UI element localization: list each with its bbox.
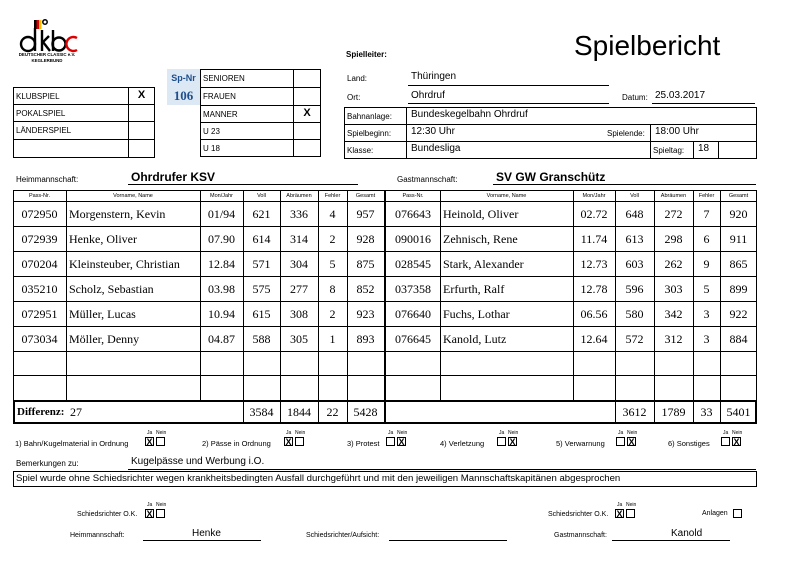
land-label: Land: bbox=[347, 74, 368, 83]
guest-pass-cell: 076645 bbox=[395, 331, 431, 346]
schiri-ok-label: Schiedsrichter O.K. bbox=[548, 511, 609, 518]
guest-voll-cell: 572 bbox=[625, 331, 644, 346]
guest-gesamt-cell: 920 bbox=[729, 206, 748, 221]
col-header-fehler: Fehler bbox=[324, 192, 341, 199]
differenz-value: 27 bbox=[70, 405, 82, 419]
guest-name-cell: Stark, Alexander bbox=[443, 256, 524, 271]
home-pass-cell: 072951 bbox=[21, 306, 58, 321]
home-gesamt-cell: 957 bbox=[356, 206, 375, 221]
guest-gesamt-cell: 884 bbox=[729, 331, 748, 346]
anlagen-checkbox[interactable] bbox=[733, 509, 742, 518]
spielende-value: 18:00 Uhr bbox=[655, 126, 699, 137]
guest-name-cell: Zehnisch, Rene bbox=[443, 231, 518, 246]
type-pokalspiel: POKALSPIEL bbox=[16, 109, 66, 118]
schiri-ok-nein-checkbox[interactable] bbox=[626, 509, 635, 518]
land-value: Thüringen bbox=[411, 71, 457, 82]
ort-value: Ohrdruf bbox=[411, 90, 445, 101]
schiri-ok-nein-checkbox[interactable] bbox=[156, 509, 165, 518]
bahnanlage-value: Bundeskegelbahn Ohrdruf bbox=[411, 109, 528, 120]
home-pass-cell: 073034 bbox=[21, 331, 58, 346]
home-mon-cell: 04.87 bbox=[208, 331, 235, 346]
check-label: 6) Sonstiges bbox=[668, 439, 710, 448]
home-name-cell: Möller, Denny bbox=[69, 331, 140, 346]
guest-abr-cell: 298 bbox=[664, 231, 683, 246]
category-frauen: FRAUEN bbox=[203, 92, 236, 101]
category-manner: MANNER bbox=[203, 110, 238, 119]
home-mon-cell: 07.90 bbox=[208, 231, 235, 246]
nein-label: Nein bbox=[156, 430, 167, 436]
ja-label: Ja bbox=[618, 430, 624, 436]
guest-voll-cell: 580 bbox=[625, 306, 644, 321]
home-fehler-cell: 1 bbox=[329, 331, 336, 346]
spnr-value: 106 bbox=[167, 87, 200, 105]
type-mark: X bbox=[137, 89, 146, 101]
col-header-gesamt-guest: Gesamt bbox=[728, 192, 749, 199]
col-header-fehler-guest: Fehler bbox=[698, 192, 715, 199]
home-gesamt-cell: 875 bbox=[356, 256, 375, 271]
bemerkungen-label: Bemerkungen zu: bbox=[16, 459, 79, 468]
nein-label: Nein bbox=[626, 502, 637, 508]
home-abr-cell: 304 bbox=[290, 256, 308, 271]
home-name-cell: Scholz, Sebastian bbox=[69, 281, 154, 296]
home-pass-cell: 072950 bbox=[21, 206, 58, 221]
ja-label: Ja bbox=[147, 430, 153, 436]
home-name-cell: Kleinsteuber, Christian bbox=[69, 256, 180, 271]
col-header-abr: Abräumen bbox=[286, 192, 312, 199]
ja-label: Ja bbox=[617, 502, 623, 508]
nein-label: Nein bbox=[627, 430, 638, 436]
home-abr-cell: 305 bbox=[290, 331, 308, 346]
category-u23: U 23 bbox=[203, 127, 220, 136]
guest-total-voll: 3612 bbox=[622, 404, 647, 419]
guest-mon-cell: 02.72 bbox=[580, 206, 608, 221]
home-abr-cell: 308 bbox=[290, 306, 308, 321]
guest-pass-cell: 076643 bbox=[395, 206, 431, 221]
guest-gesamt-cell: 899 bbox=[729, 281, 748, 296]
type-klubspiel: KLUBSPIEL bbox=[16, 92, 60, 101]
check-nein-checkbox[interactable]: X bbox=[733, 437, 740, 447]
heim-team: Ohrdrufer KSV bbox=[131, 170, 216, 184]
check-label: 1) Bahn/Kugelmaterial in Ordnung bbox=[15, 439, 129, 448]
home-gesamt-cell: 923 bbox=[356, 306, 375, 321]
check-label: 4) Verletzung bbox=[440, 439, 485, 448]
check-label: 2) Pässe in Ordnung bbox=[202, 439, 271, 448]
page-title: Spielbericht bbox=[574, 30, 721, 61]
check-ja-checkbox[interactable]: X bbox=[285, 437, 292, 447]
home-name-cell: Henke, Oliver bbox=[69, 231, 137, 246]
home-total-voll: 3584 bbox=[249, 404, 274, 419]
nein-label: Nein bbox=[732, 430, 743, 436]
home-voll-cell: 614 bbox=[252, 231, 271, 246]
datum-value: 25.03.2017 bbox=[655, 90, 706, 101]
home-fehler-cell: 8 bbox=[329, 281, 336, 296]
klasse-value: Bundesliga bbox=[411, 143, 461, 154]
guest-fehler-cell: 7 bbox=[703, 206, 710, 221]
home-gesamt-cell: 893 bbox=[356, 331, 375, 346]
col-header-mon-guest: Mon/Jahr bbox=[582, 192, 606, 199]
col-header-voll-guest: Voll bbox=[630, 192, 639, 199]
differenz-label: Differenz: bbox=[17, 406, 65, 418]
sig-schiri-label: Schiedsrichter/Aufsicht: bbox=[306, 532, 380, 539]
guest-pass-cell: 028545 bbox=[395, 256, 431, 271]
guest-mon-cell: 12.73 bbox=[580, 256, 608, 271]
home-gesamt-cell: 852 bbox=[356, 281, 375, 296]
col-header-mon: Mon/Jahr bbox=[210, 192, 233, 199]
spielbeginn-label: Spielbeginn: bbox=[347, 129, 392, 138]
ja-label: Ja bbox=[147, 502, 153, 508]
guest-abr-cell: 312 bbox=[664, 331, 683, 346]
guest-total-abr: 1789 bbox=[661, 404, 686, 419]
check-ja-checkbox[interactable] bbox=[497, 437, 506, 446]
guest-name-cell: Heinold, Oliver bbox=[443, 206, 519, 221]
home-total-fehler: 22 bbox=[326, 404, 339, 419]
home-total-gesamt: 5428 bbox=[353, 404, 378, 419]
spnr-label: Sp-Nr bbox=[167, 69, 200, 87]
category-mark: X bbox=[303, 107, 311, 119]
home-voll-cell: 571 bbox=[252, 256, 271, 271]
check-nein-checkbox[interactable] bbox=[295, 437, 304, 446]
guest-mon-cell: 06.56 bbox=[580, 306, 608, 321]
home-pass-cell: 035210 bbox=[21, 281, 58, 296]
home-mon-cell: 03.98 bbox=[208, 281, 235, 296]
check-ja-checkbox[interactable] bbox=[616, 437, 625, 446]
check-nein-checkbox[interactable]: X bbox=[628, 437, 635, 447]
guest-fehler-cell: 6 bbox=[703, 231, 710, 246]
col-header-abr-guest: Abräumen bbox=[660, 192, 687, 199]
schiri-ok-ja-checkbox[interactable]: X bbox=[146, 509, 153, 519]
logo-subtitle-2: KEGLERBUND bbox=[31, 58, 63, 63]
spieltag-label: Spieltag: bbox=[653, 146, 685, 155]
col-header-voll: Voll bbox=[257, 192, 266, 199]
guest-abr-cell: 272 bbox=[664, 206, 683, 221]
check-nein-checkbox[interactable]: X bbox=[509, 437, 516, 447]
guest-name-cell: Kanold, Lutz bbox=[443, 331, 507, 346]
logo bbox=[16, 18, 78, 70]
sig-heim-label: Heimmannschaft: bbox=[70, 532, 125, 539]
col-header-pass: Pass-Nr. bbox=[28, 192, 51, 199]
home-gesamt-cell: 928 bbox=[356, 231, 375, 246]
spieltag-value: 18 bbox=[698, 143, 710, 154]
home-voll-cell: 621 bbox=[252, 206, 271, 221]
guest-mon-cell: 11.74 bbox=[580, 231, 608, 246]
schiri-ok-ja-checkbox[interactable]: X bbox=[616, 509, 623, 519]
guest-gesamt-cell: 911 bbox=[729, 231, 748, 246]
guest-abr-cell: 303 bbox=[664, 281, 683, 296]
guest-fehler-cell: 3 bbox=[703, 306, 710, 321]
spielbeginn-value: 12:30 Uhr bbox=[411, 126, 455, 137]
home-mon-cell: 01/94 bbox=[207, 206, 236, 221]
nein-label: Nein bbox=[397, 430, 408, 436]
guest-voll-cell: 613 bbox=[625, 231, 644, 246]
home-voll-cell: 615 bbox=[252, 306, 271, 321]
ort-label: Ort: bbox=[347, 93, 361, 102]
check-ja-checkbox[interactable]: X bbox=[146, 437, 153, 447]
ja-label: Ja bbox=[388, 430, 394, 436]
home-voll-cell: 575 bbox=[252, 281, 271, 296]
col-header-pass-guest: Pass-Nr. bbox=[402, 192, 424, 199]
klasse-label: Klasse: bbox=[347, 146, 374, 155]
check-label: 5) Verwarnung bbox=[556, 439, 605, 448]
home-mon-cell: 10.94 bbox=[208, 306, 235, 321]
ja-label: Ja bbox=[499, 430, 505, 436]
ja-label: Ja bbox=[723, 430, 729, 436]
nein-label: Nein bbox=[295, 430, 306, 436]
home-fehler-cell: 2 bbox=[329, 231, 336, 246]
spielende-label: Spielende: bbox=[607, 129, 645, 138]
guest-mon-cell: 12.64 bbox=[580, 331, 608, 346]
gast-label: Gastmannschaft: bbox=[397, 175, 458, 184]
home-name-cell: Müller, Lucas bbox=[69, 306, 136, 321]
check-nein-checkbox[interactable]: X bbox=[398, 437, 405, 447]
guest-pass-cell: 037358 bbox=[395, 281, 431, 296]
heim-label: Heimmannschaft: bbox=[16, 175, 79, 184]
home-pass-cell: 070204 bbox=[21, 256, 58, 271]
check-nein-checkbox[interactable] bbox=[156, 437, 165, 446]
bahnanlage-label: Bahnanlage: bbox=[347, 112, 392, 121]
home-abr-cell: 277 bbox=[290, 281, 308, 296]
check-ja-checkbox[interactable] bbox=[386, 437, 395, 446]
home-pass-cell: 072939 bbox=[21, 231, 58, 246]
category-u18: U 18 bbox=[203, 144, 220, 153]
nein-label: Nein bbox=[508, 430, 519, 436]
guest-fehler-cell: 5 bbox=[703, 281, 710, 296]
type-laenderspiel: LÄNDERSPIEL bbox=[16, 126, 72, 135]
col-header-name-guest: Vorname, Name bbox=[486, 192, 527, 199]
home-mon-cell: 12.84 bbox=[208, 256, 235, 271]
check-label: 3) Protest bbox=[347, 439, 380, 448]
guest-voll-cell: 648 bbox=[625, 206, 644, 221]
category-senioren: SENIOREN bbox=[203, 74, 245, 83]
guest-abr-cell: 262 bbox=[664, 256, 683, 271]
home-total-abr: 1844 bbox=[287, 404, 311, 419]
guest-abr-cell: 342 bbox=[664, 306, 683, 321]
datum-label: Datum: bbox=[622, 93, 648, 102]
guest-voll-cell: 603 bbox=[625, 256, 644, 271]
home-fehler-cell: 5 bbox=[329, 256, 336, 271]
col-header-name: Vorname, Name bbox=[113, 192, 153, 199]
guest-name-cell: Fuchs, Lothar bbox=[443, 306, 510, 321]
home-voll-cell: 588 bbox=[252, 331, 271, 346]
sig-gast-value: Kanold bbox=[671, 528, 703, 539]
spielleiter-label: Spielleiter: bbox=[346, 50, 387, 59]
anlagen-label: Anlagen bbox=[702, 510, 728, 517]
logo-subtitle: DEUTSCHER CLASSIC e.V. bbox=[18, 52, 76, 57]
gast-team: SV GW Granschütz bbox=[496, 170, 606, 184]
guest-voll-cell: 596 bbox=[625, 281, 644, 296]
guest-fehler-cell: 3 bbox=[703, 331, 710, 346]
guest-mon-cell: 12.78 bbox=[580, 281, 608, 296]
col-header-gesamt: Gesamt bbox=[355, 192, 376, 199]
home-abr-cell: 336 bbox=[290, 206, 308, 221]
bemerkungen-value: Kugelpässe und Werbung i.O. bbox=[131, 456, 265, 467]
home-fehler-cell: 2 bbox=[329, 306, 336, 321]
check-ja-checkbox[interactable] bbox=[721, 437, 730, 446]
guest-name-cell: Erfurth, Ralf bbox=[443, 281, 505, 296]
guest-gesamt-cell: 922 bbox=[729, 306, 748, 321]
guest-total-gesamt: 5401 bbox=[726, 404, 751, 419]
home-abr-cell: 314 bbox=[290, 231, 308, 246]
guest-total-fehler: 33 bbox=[700, 404, 713, 419]
guest-pass-cell: 090016 bbox=[395, 231, 431, 246]
home-fehler-cell: 4 bbox=[329, 206, 336, 221]
bemerkung-line: Spiel wurde ohne Schiedsrichter wegen krankheitsbedingten Ausfall durchgeführt und mit den jeweiligen Mannschaftskapitänen abgesprochen bbox=[16, 473, 621, 484]
guest-fehler-cell: 9 bbox=[703, 256, 710, 271]
sig-gast-label: Gastmannschaft: bbox=[554, 532, 607, 539]
schiri-ok-label: Schiedsrichter O.K. bbox=[77, 511, 138, 518]
nein-label: Nein bbox=[156, 502, 167, 508]
guest-gesamt-cell: 865 bbox=[729, 256, 748, 271]
guest-pass-cell: 076640 bbox=[395, 306, 431, 321]
home-name-cell: Morgenstern, Kevin bbox=[69, 206, 166, 221]
ja-label: Ja bbox=[286, 430, 292, 436]
sig-heim-value: Henke bbox=[192, 528, 221, 539]
